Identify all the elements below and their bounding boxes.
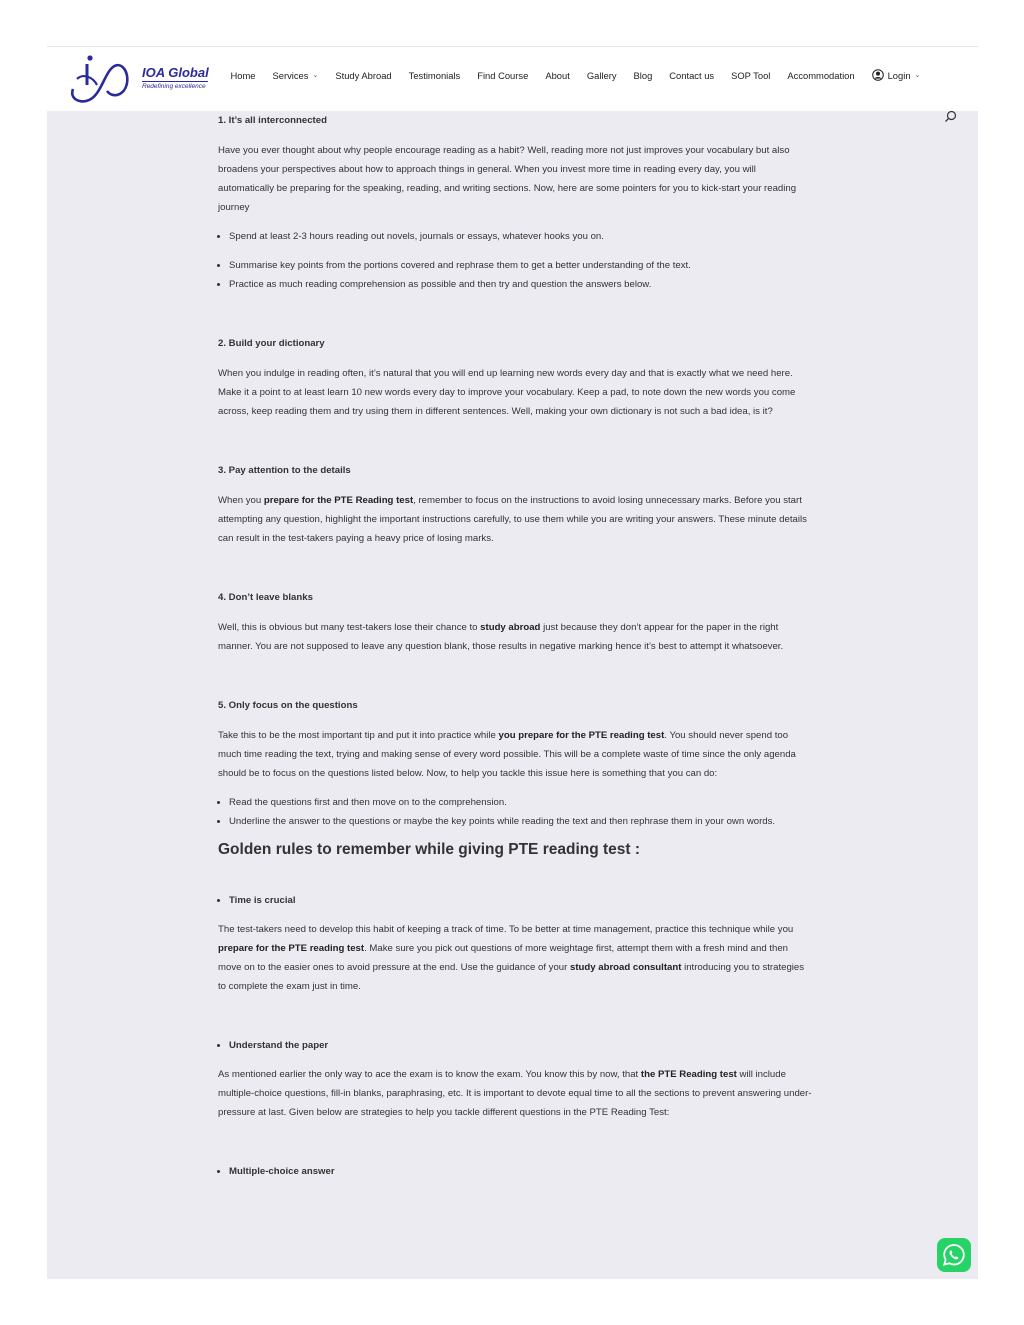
- list-item-heading: • Time is crucial: [229, 891, 813, 910]
- list-item: • Underline the answer to the questions or maybe the key points while reading the text and then rephrase them in your own words.: [229, 812, 813, 831]
- main-nav: [222, 69, 929, 81]
- bold-keyword: study abroad: [480, 622, 541, 633]
- bullet-list: [218, 793, 813, 831]
- nav-label: Find Course: [477, 69, 529, 81]
- text: Take this to be the most important tip and put it into practice while: [218, 730, 499, 741]
- nav-study-abroad[interactable]: [327, 69, 400, 81]
- nav-login[interactable]: [863, 69, 929, 81]
- paragraph: Have you ever thought about why people encourage reading as a habit? Well, reading more not just improves your vocabulary but also broadens your perspectives about how to approach things in general. When you invest more time in reading every day, you will automatically be preparing for the speaking, reading, and writing sections. Now, here are some pointers for you to kick-start your reading journey: [218, 145, 797, 213]
- text: As mentioned earlier the only way to ace the exam is to know the exam. You know this by now, that: [218, 1069, 641, 1080]
- article-body: [218, 111, 813, 1181]
- bullet-list: [218, 891, 813, 910]
- paragraph: When you indulge in reading often, it’s natural that you will end up learning new words every day and that is exactly what we need here. Make it a point to at least learn 10 new words every day to improve your vocabulary. Keep a pad, to note down the new words you come across, keep reading them and try using them in different sentences. Well, making your own dictionary is not such a bad idea, is it?: [218, 368, 796, 417]
- nav-label: Gallery: [586, 69, 617, 81]
- site-header: [47, 47, 978, 111]
- section-heading: 1. It’s all interconnected: [218, 115, 327, 126]
- brand-name[interactable]: IOA Global: [142, 65, 209, 80]
- text: When you: [218, 495, 264, 506]
- chevron-down-icon: ⌄: [312, 72, 319, 79]
- section-heading: 4. Don’t leave blanks: [218, 592, 313, 603]
- nav-testimonials[interactable]: [400, 69, 469, 81]
- ioa-logo-icon[interactable]: [67, 55, 135, 105]
- whatsapp-icon: [941, 1242, 967, 1268]
- list-item-heading: • Multiple-choice answer: [229, 1162, 813, 1181]
- user-circle-icon: [872, 69, 884, 81]
- paragraph: [218, 1065, 813, 1122]
- whatsapp-button[interactable]: [937, 1238, 971, 1272]
- nav-label: Study Abroad: [335, 69, 392, 81]
- nav-label: Blog: [633, 69, 653, 81]
- section-heading: 5. Only focus on the questions: [218, 700, 358, 711]
- text: , remember to focus on the instructions to avoid losing unnecessary marks. Before you start attempting any question, highlight the important instructions carefully, to use them while you are writing your answers. These minute details can result in the test-takers paying a heavy price of losing marks.: [218, 495, 807, 544]
- nav-label: Login: [887, 69, 911, 81]
- nav-label: Accommodation: [787, 69, 855, 81]
- paragraph: [218, 726, 813, 783]
- chevron-down-icon: ⌄: [914, 72, 921, 79]
- text: just because they don’t appear for the paper in the right manner. You are not supposed to leave any question blank, those results in negative marking hence it’s best to attempt it whatsoever.: [218, 622, 784, 652]
- list-item: • Spend at least 2-3 hours reading out novels, journals or essays, whatever hooks you on.: [229, 227, 813, 246]
- bold-keyword: the PTE Reading test: [640, 1069, 737, 1080]
- nav-accommodation[interactable]: [779, 69, 863, 81]
- nav-label: About: [545, 69, 570, 81]
- text: Well, this is obvious but many test-takers lose their chance to: [218, 622, 481, 633]
- list-item-heading: • Understand the paper: [229, 1036, 813, 1055]
- nav-about[interactable]: [537, 69, 579, 81]
- brand-tagline: Redefining excellence: [142, 83, 206, 90]
- paragraph: [218, 618, 813, 656]
- text: will include multiple-choice questions, fill-in blanks, paraphrasing, etc. It is important to devote equal time to all the sections to prevent answering under-pressure at last. Given below are strategies to help you tackle different questions in the PTE Reading Test:: [218, 1069, 812, 1118]
- brand-underline: [142, 81, 208, 82]
- nav-label: Home: [230, 69, 256, 81]
- bold-keyword: study abroad consultant: [570, 962, 682, 973]
- bold-keyword: prepare for the PTE reading test: [218, 943, 365, 954]
- text: . You should never spend too much time reading the text, trying and making sense of every word possible. This will be a complete waste of time since the only agenda should be to focus on the questions listed below. Now, to help you tackle this issue here is something that you can do:: [218, 730, 796, 779]
- list-item: • Read the questions first and then move on to the comprehension.: [229, 793, 813, 812]
- nav-services[interactable]: [264, 69, 327, 81]
- bullet-list: [218, 1162, 813, 1181]
- search-icon[interactable]: [944, 110, 957, 123]
- section-heading: 3. Pay attention to the details: [218, 465, 351, 476]
- nav-label: Contact us: [669, 69, 715, 81]
- bullet-list: [218, 1036, 813, 1055]
- bullet-list: [218, 256, 813, 294]
- bullet-list: [218, 227, 813, 246]
- paragraph: [218, 491, 813, 548]
- text: . Make sure you pick out questions of more weightage first, attempt them with a fresh mind and then move on to the easier ones to avoid pressure at the end. Use the guidance of your: [218, 943, 789, 973]
- nav-label: Testimonials: [408, 69, 461, 81]
- nav-find-course[interactable]: [469, 69, 537, 81]
- nav-home[interactable]: [222, 69, 264, 81]
- paragraph: [218, 920, 813, 996]
- nav-label: Services: [272, 69, 309, 81]
- nav-blog[interactable]: [625, 69, 661, 81]
- section-title: Golden rules to remember while giving PTE reading test :: [218, 841, 641, 858]
- nav-contact[interactable]: [661, 69, 723, 81]
- text: introducing you to strategies to complete the exam just in time.: [218, 962, 805, 992]
- nav-label: SOP Tool: [731, 69, 771, 81]
- bold-keyword: prepare for the PTE Reading test: [263, 495, 414, 506]
- list-item: • Practice as much reading comprehension as possible and then try and question the answers below.: [229, 275, 813, 294]
- text: The test-takers need to develop this habit of keeping a track of time. To be better at time management, practice this technique while you: [218, 924, 794, 935]
- nav-gallery[interactable]: [578, 69, 625, 81]
- nav-sop-tool[interactable]: [723, 69, 779, 81]
- section-heading: 2. Build your dictionary: [218, 338, 325, 349]
- list-item: • Summarise key points from the portions covered and rephrase them to get a better understanding of the text.: [229, 256, 813, 275]
- page-frame: [47, 46, 978, 1279]
- bold-keyword: you prepare for the PTE reading test: [498, 730, 665, 741]
